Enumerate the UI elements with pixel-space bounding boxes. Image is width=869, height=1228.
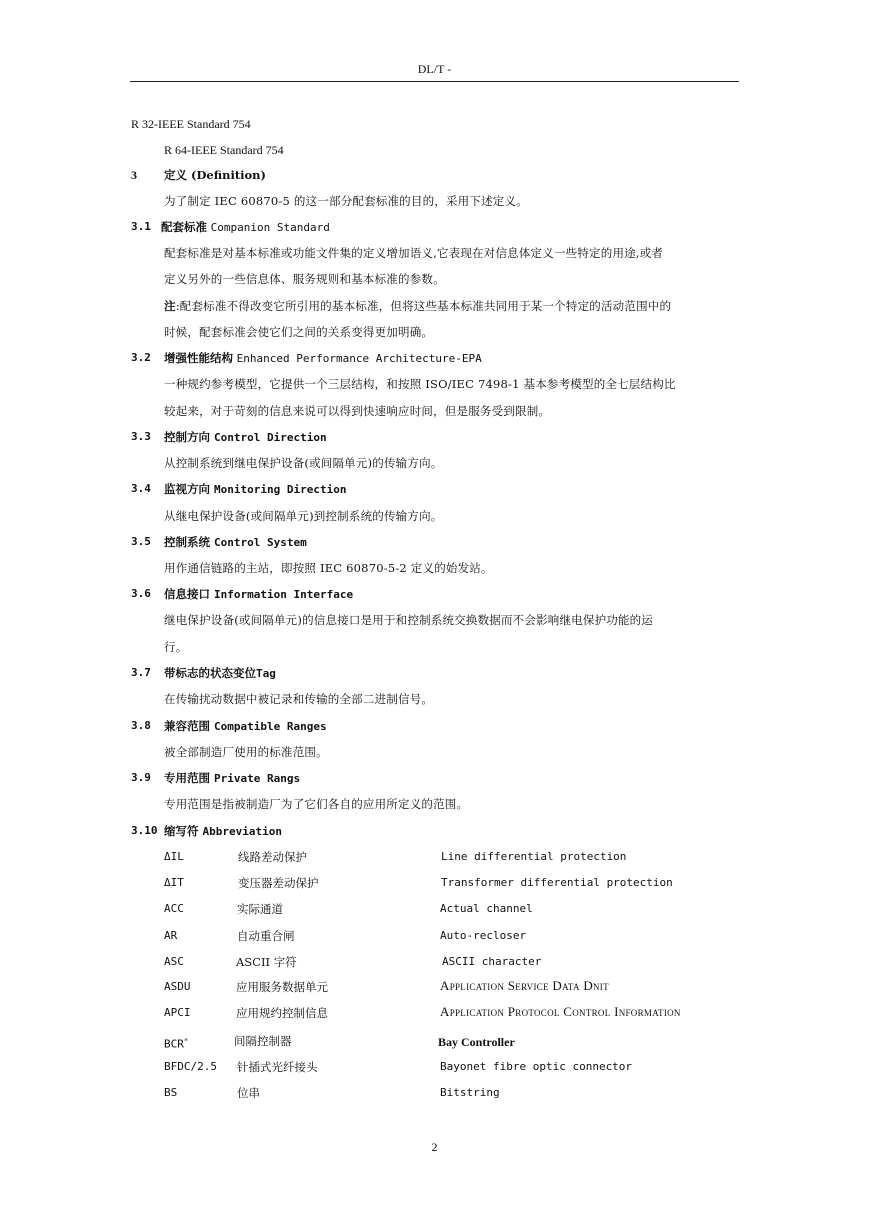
def-heading — [164, 534, 307, 551]
def-term-en: Enhanced Performance Architecture-EPA — [236, 352, 482, 365]
abbr-en: Actual channel — [440, 902, 533, 915]
abbr-zh: 针插式光纤接头 — [237, 1060, 318, 1074]
def-term-zh: 控制系统 — [164, 535, 210, 549]
section-intro: 为了制定 IEC 60870-5 的这一部分配套标准的目的，采用下述定义。 — [164, 194, 528, 208]
note-label: 注 — [164, 299, 176, 313]
def-number: 3.8 — [131, 719, 151, 732]
abbr-en: Application Protocol Control Information — [440, 1004, 681, 1019]
def-note: 时候，配套标准会使它们之间的关系变得更加明确。 — [164, 325, 434, 339]
def-term-en: Tag — [256, 667, 276, 680]
def-term-en: Compatible Ranges — [214, 720, 327, 733]
def-term-en: Abbreviation — [202, 825, 282, 838]
abbr-code-with-sup — [164, 1033, 188, 1053]
def-heading — [161, 219, 330, 236]
abbr-en: Bayonet fibre optic connector — [440, 1060, 633, 1073]
def-term-zh: 带标志的状态变位 — [164, 666, 256, 680]
abbr-code: ACC — [164, 902, 184, 915]
abbr-zh: 变压器差动保护 — [238, 876, 319, 890]
abbr-zh: 间隔控制器 — [234, 1034, 292, 1048]
def-number: 3.9 — [131, 771, 151, 784]
def-term-zh: 增强性能结构 — [164, 351, 233, 365]
abbr-en: Transformer differential protection — [441, 876, 673, 889]
def-term-en: Private Rangs — [214, 772, 301, 785]
abbr-code: ASDU — [164, 980, 191, 993]
def-term-zh: 信息接口 — [164, 587, 210, 601]
def-body: 用作通信链路的主站，即按照 IEC 60870-5-2 定义的始发站。 — [164, 561, 493, 575]
header-rule — [130, 81, 739, 82]
def-number: 3.3 — [131, 430, 151, 443]
def-term-en: Information Interface — [214, 588, 354, 601]
abbr-zh: ASCII 字符 — [236, 955, 297, 969]
abbr-zh: 线路差动保护 — [238, 850, 307, 864]
def-term-en: Monitoring Direction — [214, 483, 347, 496]
abbr-code: BFDC/2.5 — [164, 1060, 217, 1073]
note-text: :配套标准不得改变它所引用的基本标准，但将这些基本标准共同用于某一个特定的活动范围中的 — [175, 299, 672, 313]
def-body: 从控制系统到继电保护设备(或间隔单元)的传输方向。 — [164, 456, 443, 470]
def-heading — [164, 481, 346, 498]
def-body: 一种规约参考模型，它提供一个三层结构，和按照 ISO/IEC 7498-1 基本参考模型的全七层结构比 — [164, 377, 676, 391]
def-body: 从继电保护设备(或间隔单元)到控制系统的传输方向。 — [164, 509, 443, 523]
abbr-zh: 应用规约控制信息 — [236, 1006, 328, 1020]
def-body: 被全部制造厂使用的标准范围。 — [164, 745, 328, 759]
def-number: 3.6 — [131, 587, 151, 600]
def-term-en: Control System — [214, 536, 307, 549]
abbr-code: ASC — [164, 955, 184, 968]
def-note — [164, 298, 671, 314]
def-term-zh: 兼容范围 — [164, 719, 210, 733]
def-number: 3.1 — [131, 220, 151, 233]
def-body: 配套标准是对基本标准或功能文件集的定义增加语义,它表现在对信息体定义一些特定的用途,或者 — [164, 246, 664, 260]
abbr-en: Line differential protection — [441, 850, 627, 863]
abbr-en: Bitstring — [440, 1086, 500, 1099]
def-heading — [164, 586, 353, 603]
def-heading — [164, 823, 282, 840]
def-body: 在传输扰动数据中被记录和传输的全部二进制信号。 — [164, 692, 434, 706]
abbr-zh: 自动重合闸 — [237, 929, 295, 943]
abbr-en: ASCII character — [442, 955, 542, 968]
abbr-code: ΔIT — [164, 876, 184, 889]
def-term-zh: 缩写符 — [164, 824, 199, 838]
abbr-code: AR — [164, 929, 178, 942]
def-heading — [164, 770, 300, 787]
def-number: 3.4 — [131, 482, 151, 495]
abbr-code: APCI — [164, 1006, 191, 1019]
def-term-zh: 专用范围 — [164, 771, 210, 785]
def-term-en: Control Direction — [214, 431, 327, 444]
abbr-en: Application Service Data Dnit — [440, 978, 609, 993]
ref-line-1: R 32-IEEE Standard 754 — [131, 117, 251, 131]
abbr-code: BS — [164, 1086, 178, 1099]
def-number: 3.2 — [131, 351, 151, 364]
def-body: 较起来，对于苛刻的信息来说可以得到快速响应时间，但是服务受到限制。 — [164, 404, 551, 418]
def-term-zh: 配套标准 — [161, 220, 207, 234]
def-body: 行。 — [164, 640, 188, 654]
def-term-en: Companion Standard — [210, 221, 330, 234]
ref-line-2: R 64-IEEE Standard 754 — [164, 143, 284, 157]
def-term-zh: 控制方向 — [164, 430, 210, 444]
def-heading — [164, 718, 327, 735]
def-number: 3.5 — [131, 535, 151, 548]
section-number: 3 — [131, 168, 137, 182]
abbr-code: ΔIL — [164, 850, 184, 863]
def-term-zh: 监视方向 — [164, 482, 210, 496]
def-number: 3.7 — [131, 666, 151, 679]
abbr-zh: 应用服务数据单元 — [236, 980, 328, 994]
def-body: 继电保护设备(或间隔单元)的信息接口是用于和控制系统交换数据而不会影响继电保护功能的运 — [164, 613, 654, 627]
def-body: 定义另外的一些信息体、服务规则和基本标准的参数。 — [164, 272, 445, 286]
page-number: 2 — [431, 1140, 438, 1154]
abbr-en: Auto-recloser — [440, 929, 527, 942]
def-heading — [164, 665, 276, 682]
section-title: 定义 (Definition) — [164, 168, 266, 182]
abbr-sup: * — [183, 1037, 189, 1045]
abbr-en: Bay Controller — [438, 1035, 515, 1049]
abbr-zh: 位串 — [237, 1086, 260, 1100]
abbr-code: BCR — [164, 1037, 184, 1051]
def-heading — [164, 350, 482, 367]
def-number: 3.10 — [131, 824, 158, 837]
def-heading — [164, 429, 327, 446]
def-body: 专用范围是指被制造厂为了它们各自的应用所定义的范围。 — [164, 797, 469, 811]
page-header: DL/T - — [417, 62, 452, 76]
abbr-zh: 实际通道 — [237, 902, 283, 916]
